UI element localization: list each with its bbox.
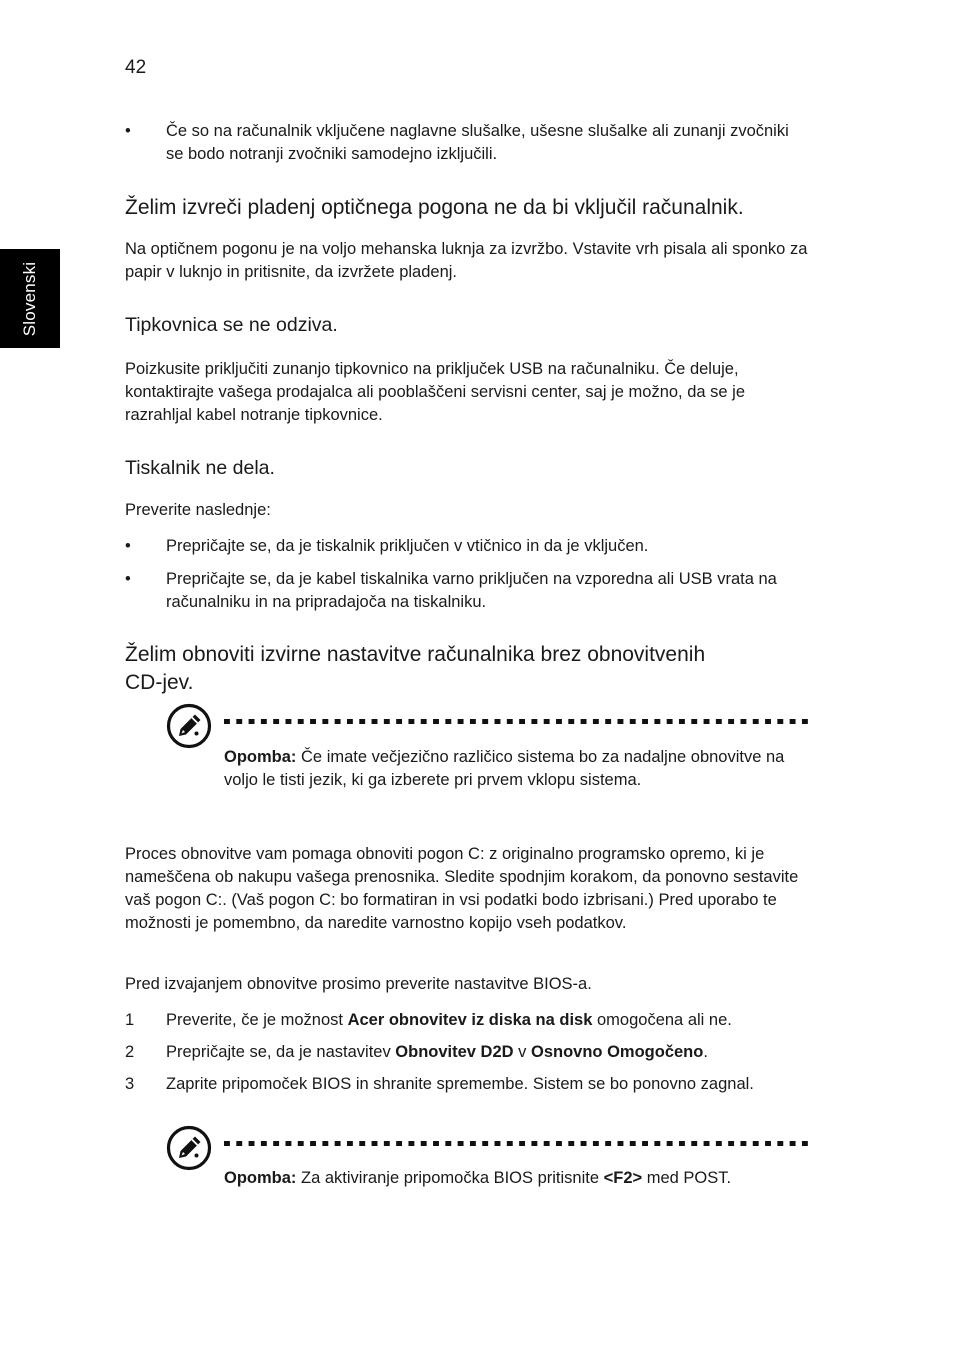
note-text: Če imate večjezično različico sistema bo za nadaljne obnovitve na voljo le tisti jezik, ki ga izberete pri prvem vklopu sistema. <box>224 748 785 789</box>
step-text-bold: Obnovitev D2D <box>395 1043 514 1061</box>
paragraph-eject-tray: Na optičnem pogonu je na voljo mehanska luknja za izvržbo. Vstavite vrh pisala ali sponko za papir v luknjo in pritisnite, da izvržete pladenj. <box>125 240 808 281</box>
paragraph-restore-bios: Pred izvajanjem obnovitve prosimo preverite nastavitve BIOS-a. <box>125 975 592 993</box>
bullet-mark: • <box>125 570 131 588</box>
page-number: 42 <box>125 57 147 78</box>
paragraph-restore-process: Proces obnovitve vam pomaga obnoviti pogon C: z originalno programsko opremo, ki je nameščena ob nakupu vašega prenosnika. Sledite spodnjim korakom, da ponovno sestavite vaš pogon C:. (Vaš pogon C: bo formatiran in vsi podatki bodo izbrisani.) Pred uporabo te možnosti je pomembno, da naredite varnostno kopijo vseh podatkov. <box>125 845 799 932</box>
note-pen-icon <box>166 703 212 749</box>
heading-restore-line1: Želim obnoviti izvirne nastavitve računalnika brez obnovitvenih <box>125 643 706 666</box>
bullet-text: Prepričajte se, da je tiskalnik priključen v vtičnico in da je vključen. <box>166 537 649 555</box>
note-divider-dots <box>224 1141 810 1146</box>
heading-eject-tray: Želim izvreči pladenj optičnega pogona ne da bi vključil računalnik. <box>125 196 744 219</box>
step-number: 1 <box>125 1011 135 1029</box>
note-label: Opomba: <box>224 748 297 766</box>
note-pen-icon <box>166 1125 212 1171</box>
heading-keyboard: Tipkovnica se ne odziva. <box>125 314 338 336</box>
step-text-pre: Preverite, če je možnost <box>166 1011 348 1029</box>
bullet-text: Prepričajte se, da je kabel tiskalnika varno priključen na vzporedna ali USB vrata na računalniku in na pripradajoča na tiskalniku. <box>166 570 777 611</box>
step-text-post: . <box>703 1043 708 1061</box>
note-text-pre: Za aktiviranje pripomočka BIOS pritisnite <box>296 1169 604 1187</box>
note-key: <F2> <box>603 1169 643 1187</box>
heading-restore <box>125 641 845 697</box>
bullet-mark: • <box>125 122 131 140</box>
note-bios-key <box>224 1167 824 1190</box>
note-text-post: med POST. <box>642 1169 732 1187</box>
step-text: Zaprite pripomoček BIOS in shranite spremembe. Sistem se bo ponovno zagnal. <box>166 1075 754 1093</box>
paragraph-printer-intro: Preverite naslednje: <box>125 501 271 519</box>
step-text <box>166 1041 816 1064</box>
step-text-pre: Prepričajte se, da je nastavitev <box>166 1043 396 1061</box>
language-side-tab-label: Slovenski <box>20 261 39 336</box>
step-text-mid: v <box>513 1043 531 1061</box>
step-text-post: omogočena ali ne. <box>592 1011 732 1029</box>
step-number: 3 <box>125 1075 135 1093</box>
language-side-tab <box>0 249 60 348</box>
bullet-text: Če so na računalnik vključene naglavne slušalke, ušesne slušalke ali zunanji zvočniki se bodo notranji zvočniki samodejno izključili. <box>166 122 789 163</box>
note-label: Opomba: <box>224 1169 297 1187</box>
bullet-mark: • <box>125 537 131 555</box>
heading-printer: Tiskalnik ne dela. <box>125 457 275 479</box>
step-text <box>166 1009 816 1032</box>
step-text-bold2: Osnovno Omogočeno <box>531 1043 704 1061</box>
paragraph-keyboard: Poizkusite priključiti zunanjo tipkovnico na priključek USB na računalniku. Če deluje, kontaktirajte vašega prodajalca ali pooblaščeni servisni center, saj je možno, da se je razrahljal kabel notranje tipkovnice. <box>125 360 746 424</box>
heading-restore-line2: CD-jev. <box>125 671 194 694</box>
step-number: 2 <box>125 1043 135 1061</box>
note-restore-language <box>224 746 794 792</box>
note-divider-dots <box>224 719 810 724</box>
step-text-bold: Acer obnovitev iz diska na disk <box>347 1011 593 1029</box>
